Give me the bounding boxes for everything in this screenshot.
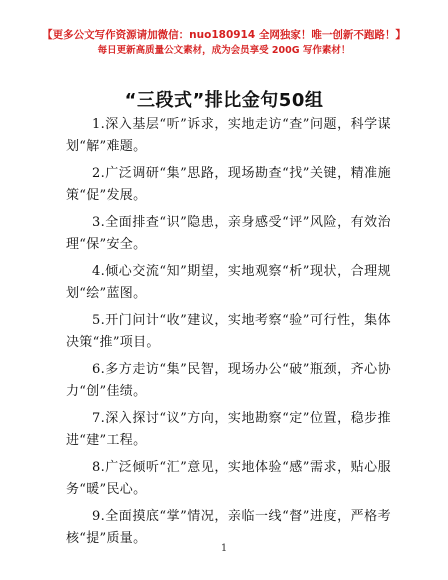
- promo-line-1: 【更多公文写作资源请加微信：nuo180914 全网独家！唯一创新不跑路！】: [42, 29, 406, 41]
- list-item: 4.倾心交流“知”期望，实地观察“析”现状，合理规划“绘”蓝图。: [66, 264, 391, 301]
- list-item: 8.广泛倾听“汇”意见，实地体验“感”需求，贴心服务“暖”民心。: [66, 460, 391, 497]
- list-item: 2.广泛调研“集”思路，现场勘查“找”关键，精准施策“促”发展。: [66, 166, 391, 203]
- list-item: 7.深入探讨“议”方向，实地勘察“定”位置，稳步推进“建”工程。: [66, 411, 391, 448]
- page-number: 1: [220, 543, 228, 554]
- promo-banner: [0, 28, 448, 58]
- promo-line-2: 每日更新高质量公文素材，成为会员享受 200G 写作素材！: [97, 45, 351, 56]
- item-list: [66, 114, 391, 555]
- list-item: 6.多方走访“集”民智，现场办公“破”瓶颈，齐心协力“创”佳绩。: [66, 362, 391, 399]
- list-item: 3.全面排查“识”隐患，亲身感受“评”风险，有效治理“保”安全。: [66, 215, 391, 252]
- list-item: 9.全面摸底“掌”情况，亲临一线“督”进度，严格考核“提”质量。: [66, 509, 391, 546]
- list-item: 1.深入基层“听”诉求，实地走访“查”问题，科学谋划“解”难题。: [66, 117, 391, 154]
- document-title: “三段式”排比金句50组: [124, 90, 324, 111]
- list-item: 5.开门问计“收”建议，实地考察“验”可行性，集体决策“推”项目。: [66, 313, 391, 350]
